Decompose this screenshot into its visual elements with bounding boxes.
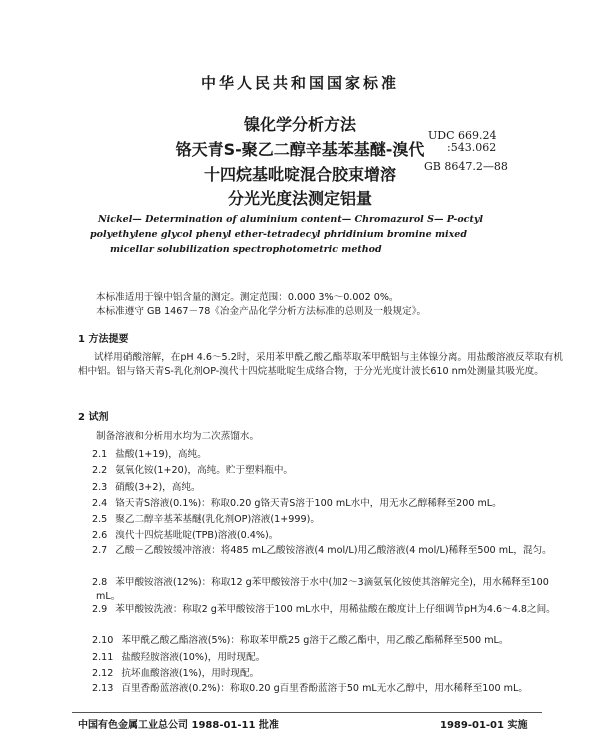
reagent-item: [92, 448, 566, 462]
section-2-heading: 2 试剂: [78, 412, 109, 423]
standard-type: 中华人民共和国国家标准: [200, 74, 399, 92]
reagent-text: 苯甲酸铵溶液(12%)：称取12 g苯甲酸铵溶于水中(加2～3滴氨氧化铵使其溶解完全)，用水稀释至100 mL。: [96, 577, 549, 602]
reagent-number: 2.2: [92, 465, 108, 476]
reagent-text: 铬天青S溶液(0.1%)：称取0.20 g铬天青S溶于100 mL水中，用无水乙醇稀释至200 mL。: [115, 498, 502, 509]
section-1-heading: 1 方法提要: [78, 334, 129, 345]
reagent-number: 2.10: [92, 635, 114, 646]
title-line-1: 镍化学分析方法: [243, 115, 356, 134]
reagent-text: 盐酸羟胺溶液(10%)，用时现配。: [121, 652, 266, 663]
reagent-number: 2.11: [92, 652, 114, 663]
title-line-4: 分光光度法测定铝量: [227, 189, 372, 208]
reagent-text: 百里香酚蓝溶液(0.2%)：称取0.20 g百里香酚蓝溶于50 mL无水乙醇中，用水稀释至100 mL。: [121, 683, 528, 694]
reagent-number: 2.1: [92, 449, 108, 460]
intro-compliance: 本标准遵守 GB 1467－78《冶金产品化学分析方法标准的总则及一般规定》。: [96, 306, 427, 317]
reagent-number: 2.8: [92, 577, 108, 588]
reagent-item: [92, 481, 566, 495]
reagent-number: 2.12: [92, 668, 114, 679]
implementation-date: 1989-01-01 实施: [440, 720, 528, 731]
reagent-text: 氨氧化铵(1+20)，高纯。贮于塑料瓶中。: [115, 465, 294, 476]
title-line-3: 十四烷基吡啶混合胶束增溶: [203, 165, 396, 184]
english-title-line-2: polyethylene glycol phenyl ether-tetradecyl phridinium bromine mixed: [90, 229, 467, 240]
reagent-item: [92, 634, 566, 648]
gb-number: GB 8647.2—88: [424, 160, 508, 173]
udc-code-line1: UDC 669.24: [428, 129, 497, 142]
reagent-text: 溴代十四烷基吡啶(TPB)溶液(0.4%)。: [115, 530, 279, 541]
reagent-number: 2.7: [92, 545, 108, 556]
reagent-text: 硝酸(3+2)，高纯。: [115, 482, 201, 493]
reagent-text: 苯甲酸铵洗液：称取2 g苯甲酸铵溶于100 mL水中，用稀盐酸在酸度计上仔细调节pH为4.6～4.8之间。: [115, 604, 556, 615]
reagent-item: [92, 529, 566, 543]
reagent-item: [92, 544, 562, 558]
reagent-text: 苯甲酰乙酸乙酯溶液(5%)：称取苯甲酰25 g溶于乙酸乙酯中，用乙酸乙酯稀释至500 mL。: [121, 635, 509, 646]
reagent-item: [92, 513, 566, 527]
reagent-text: 乙酸－乙酸铵缓冲溶液：将485 mL乙酸铵溶液(4 mol/L)用乙酸溶液(4 mol/L)稀释至500 mL，混匀。: [115, 545, 552, 556]
reagent-number: 2.4: [92, 498, 108, 509]
reagent-text: 盐酸(1+19)，高纯。: [115, 449, 207, 460]
english-title-line-3: micellar solubilization spectrophotometric method: [110, 244, 382, 255]
udc-code-line2: :543.062: [447, 141, 497, 154]
section-1-body: 试样用硝酸溶解，在pH 4.6～5.2时，采用苯甲酰乙酸乙酯萃取苯甲酰铝与主体镍分离。用盐酸溶液反萃取有机相中铝。铝与铬天青S-乳化剂OP-溴代十四烷基吡啶生成络合物，于分光光度计波长610 nm处测量其吸光度。: [78, 352, 563, 377]
reagent-number: 2.13: [92, 683, 114, 694]
intro-scope: 本标准适用于镍中铝含量的测定。测定范围：0.000 3%～0.002 0%。: [96, 292, 399, 303]
approval-info: 中国有色金属工业总公司 1988-01-11 批准: [78, 720, 279, 731]
reagent-text: 抗坏血酸溶液(1%)，用时现配。: [121, 668, 260, 679]
reagent-item: [92, 682, 562, 696]
reagent-water-note: 制备溶液和分析用水均为二次蒸馏水。: [96, 431, 260, 442]
english-title-line-1: Nickel— Determination of aluminium content— Chromazurol S— P-octyl: [98, 214, 483, 225]
reagent-item: [92, 651, 566, 665]
reagent-text: 聚乙二醇辛基苯基醚(乳化剂OP)溶液(1+999)。: [115, 514, 320, 525]
footer-divider: [72, 712, 542, 713]
reagent-number: 2.3: [92, 482, 108, 493]
reagent-item: [92, 603, 562, 617]
reagent-item: [92, 576, 562, 604]
reagent-item: [92, 667, 566, 681]
reagent-number: 2.6: [92, 530, 108, 541]
reagent-number: 2.5: [92, 514, 108, 525]
reagent-item: [92, 497, 566, 511]
title-line-2: 铬天青S-聚乙二醇辛基苯基醚-溴代: [175, 140, 425, 159]
reagent-item: [92, 464, 566, 478]
reagent-number: 2.9: [92, 604, 108, 615]
